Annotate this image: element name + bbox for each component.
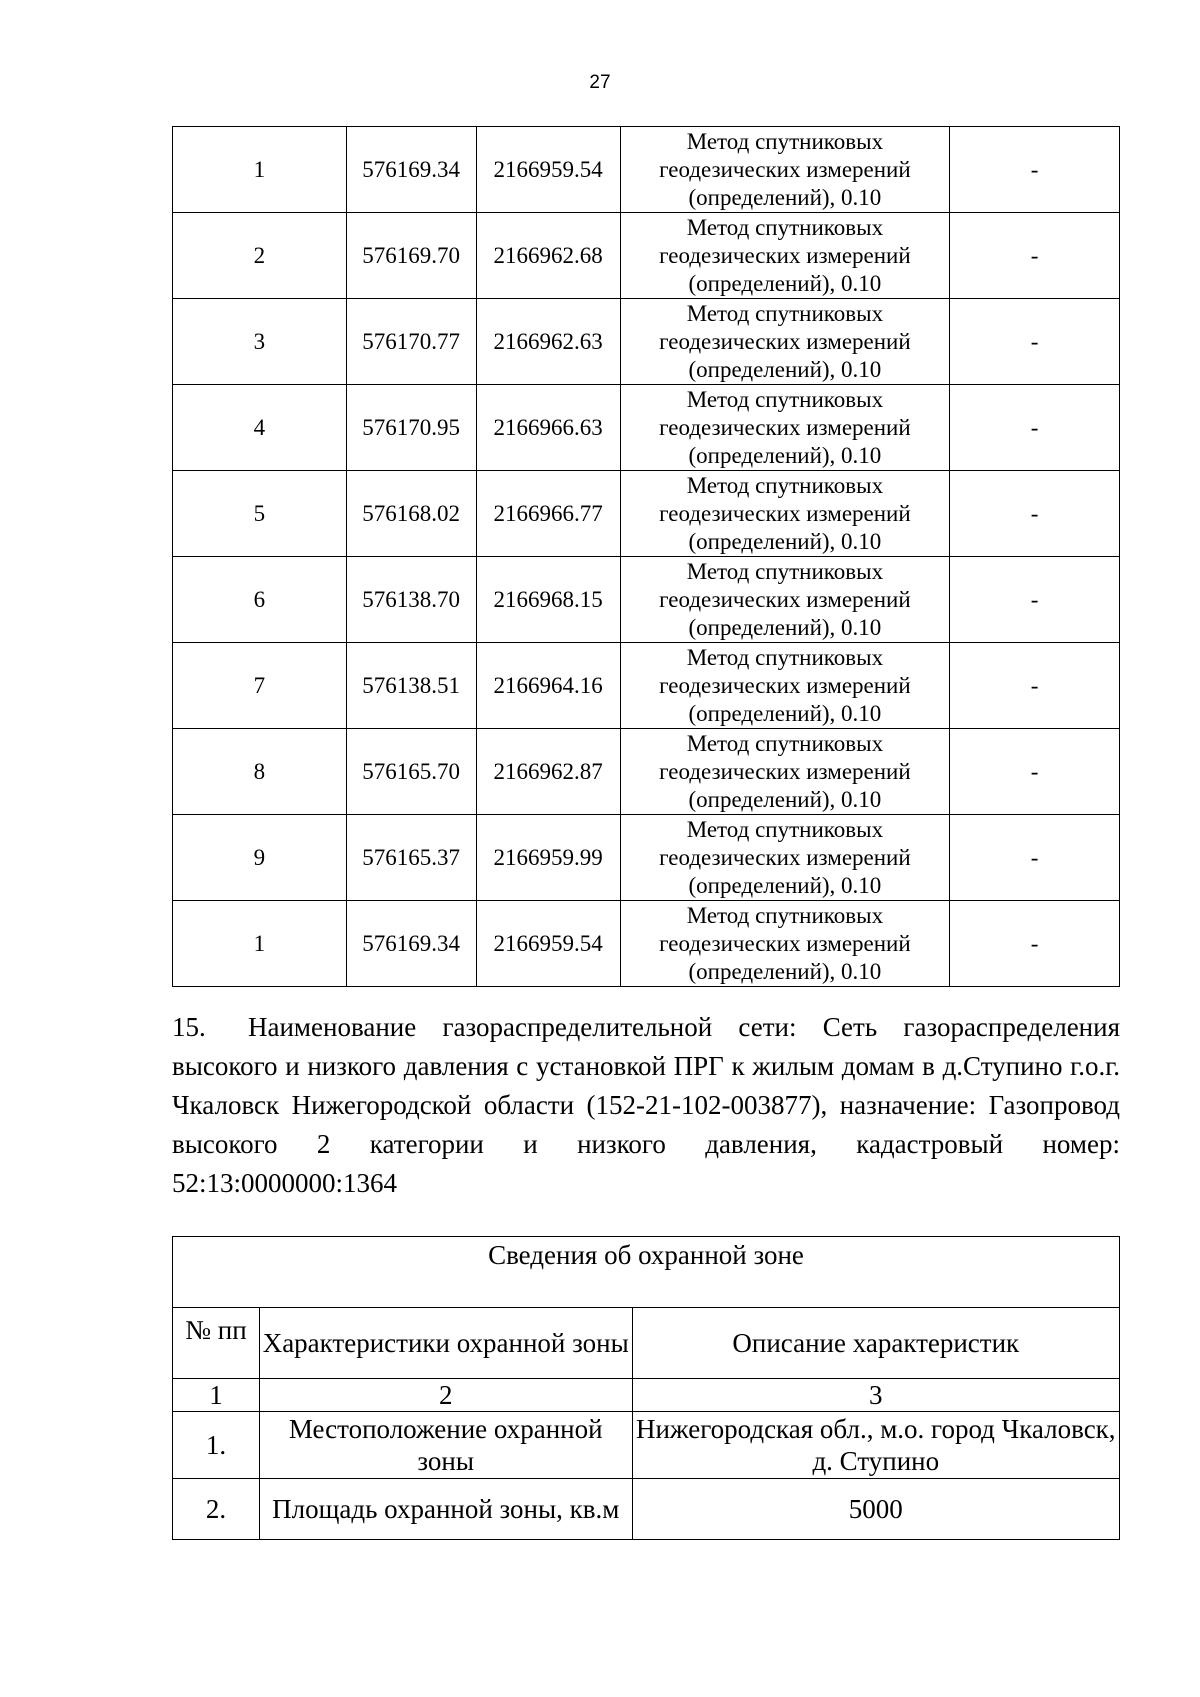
y-coordinate: 2166962.63 [476, 299, 620, 385]
x-coordinate: 576169.34 [346, 901, 476, 987]
zone-row [173, 1479, 1120, 1540]
point-number: 4 [173, 385, 347, 471]
method [620, 213, 950, 299]
method [620, 127, 950, 213]
point-number: 8 [173, 729, 347, 815]
coord-row [173, 213, 1120, 299]
method-line: Метод спутниковых [686, 386, 884, 412]
y-coordinate: 2166962.87 [476, 729, 620, 815]
method-line: (определений), 0.10 [688, 614, 882, 640]
zone-table-title: Сведения об охранной зоне [173, 1237, 1120, 1308]
note: - [950, 901, 1120, 987]
section-number: 15. [172, 1012, 206, 1042]
method-line: (определений), 0.10 [688, 270, 882, 296]
note: - [950, 643, 1120, 729]
method [620, 557, 950, 643]
page-number: 27 [589, 72, 611, 93]
x-coordinate: 576170.77 [346, 299, 476, 385]
x-coordinate: 576138.70 [346, 557, 476, 643]
zone-row-description: 5000 [632, 1479, 1119, 1540]
method-line: (определений), 0.10 [688, 356, 882, 382]
y-coordinate: 2166959.54 [476, 127, 620, 213]
point-number: 3 [173, 299, 347, 385]
method-line: геодезических измерений [659, 586, 911, 612]
index-cell: 2 [259, 1379, 632, 1412]
method-line: Метод спутниковых [686, 472, 884, 498]
method-line: (определений), 0.10 [688, 700, 882, 726]
y-coordinate: 2166959.99 [476, 815, 620, 901]
point-number: 7 [173, 643, 347, 729]
method-line: (определений), 0.10 [688, 958, 882, 984]
note: - [950, 815, 1120, 901]
y-coordinate: 2166968.15 [476, 557, 620, 643]
method [620, 471, 950, 557]
point-number: 1 [173, 901, 347, 987]
x-coordinate: 576165.37 [346, 815, 476, 901]
point-number: 1 [173, 127, 347, 213]
coord-row [173, 299, 1120, 385]
method-line: геодезических измерений [659, 672, 911, 698]
note: - [950, 127, 1120, 213]
point-number: 5 [173, 471, 347, 557]
method-line: (определений), 0.10 [688, 872, 882, 898]
zone-row-number: 1. [173, 1412, 260, 1479]
coord-row [173, 729, 1120, 815]
zone-row-characteristic: Площадь охранной зоны, кв.м [259, 1479, 632, 1540]
method [620, 815, 950, 901]
coord-row [173, 557, 1120, 643]
note: - [950, 385, 1120, 471]
index-cell: 1 [173, 1379, 260, 1412]
coord-row [173, 127, 1120, 213]
method-line: Метод спутниковых [686, 730, 884, 756]
method [620, 385, 950, 471]
method-line: (определений), 0.10 [688, 528, 882, 554]
zone-row-characteristic: Местоположение охранной зоны [259, 1412, 632, 1479]
note: - [950, 729, 1120, 815]
method-line: Метод спутниковых [686, 644, 884, 670]
method [620, 901, 950, 987]
zone-row-description: Нижегородская обл., м.о. город Чкаловск, д. Ступино [632, 1412, 1119, 1479]
method-line: геодезических измерений [659, 930, 911, 956]
method-line: Метод спутниковых [686, 816, 884, 842]
point-number: 6 [173, 557, 347, 643]
method-line: геодезических измерений [659, 156, 911, 182]
method-line: геодезических измерений [659, 758, 911, 784]
header-characteristic: Характеристики охранной зоны [259, 1308, 632, 1379]
y-coordinate: 2166966.63 [476, 385, 620, 471]
method-line: (определений), 0.10 [688, 184, 882, 210]
coord-row [173, 643, 1120, 729]
section-text: Наименование газораспределительной сети: Сеть газораспределения высокого и низкого давления с установкой ПРГ к жилым домам в д.Ступино г.о.г. Чкаловск Нижегородской области (152-21-102-003877), назначение: Газопровод высокого 2 категории и низкого давления, кадастровый номер: 52:13:0000000:1364 [172, 1012, 1120, 1198]
coordinates-table [172, 126, 1120, 987]
index-cell: 3 [632, 1379, 1119, 1412]
zone-title-row [173, 1237, 1120, 1308]
method-line: геодезических измерений [659, 328, 911, 354]
method-line: (определений), 0.10 [688, 786, 882, 812]
x-coordinate: 576138.51 [346, 643, 476, 729]
method-line: геодезических измерений [659, 500, 911, 526]
note: - [950, 557, 1120, 643]
method [620, 643, 950, 729]
method [620, 729, 950, 815]
note: - [950, 299, 1120, 385]
zone-header-row [173, 1308, 1120, 1379]
x-coordinate: 576168.02 [346, 471, 476, 557]
zone-index-row [173, 1379, 1120, 1412]
method [620, 299, 950, 385]
y-coordinate: 2166959.54 [476, 901, 620, 987]
x-coordinate: 576165.70 [346, 729, 476, 815]
method-line: Метод спутниковых [686, 902, 884, 928]
zone-row [173, 1412, 1120, 1479]
note: - [950, 213, 1120, 299]
y-coordinate: 2166966.77 [476, 471, 620, 557]
coord-row [173, 815, 1120, 901]
protection-zone-table [172, 1236, 1120, 1540]
section-paragraph [172, 1008, 1120, 1203]
header-description: Описание характеристик [632, 1308, 1119, 1379]
coord-row [173, 385, 1120, 471]
x-coordinate: 576170.95 [346, 385, 476, 471]
coord-row [173, 901, 1120, 987]
method-line: (определений), 0.10 [688, 442, 882, 468]
header-number: № пп [173, 1308, 260, 1379]
point-number: 9 [173, 815, 347, 901]
point-number: 2 [173, 213, 347, 299]
x-coordinate: 576169.34 [346, 127, 476, 213]
method-line: геодезических измерений [659, 844, 911, 870]
method-line: Метод спутниковых [686, 300, 884, 326]
method-line: Метод спутниковых [686, 558, 884, 584]
y-coordinate: 2166962.68 [476, 213, 620, 299]
note: - [950, 471, 1120, 557]
method-line: геодезических измерений [659, 414, 911, 440]
y-coordinate: 2166964.16 [476, 643, 620, 729]
x-coordinate: 576169.70 [346, 213, 476, 299]
method-line: геодезических измерений [659, 242, 911, 268]
method-line: Метод спутниковых [686, 128, 884, 154]
coord-row [173, 471, 1120, 557]
zone-row-number: 2. [173, 1479, 260, 1540]
method-line: Метод спутниковых [686, 214, 884, 240]
